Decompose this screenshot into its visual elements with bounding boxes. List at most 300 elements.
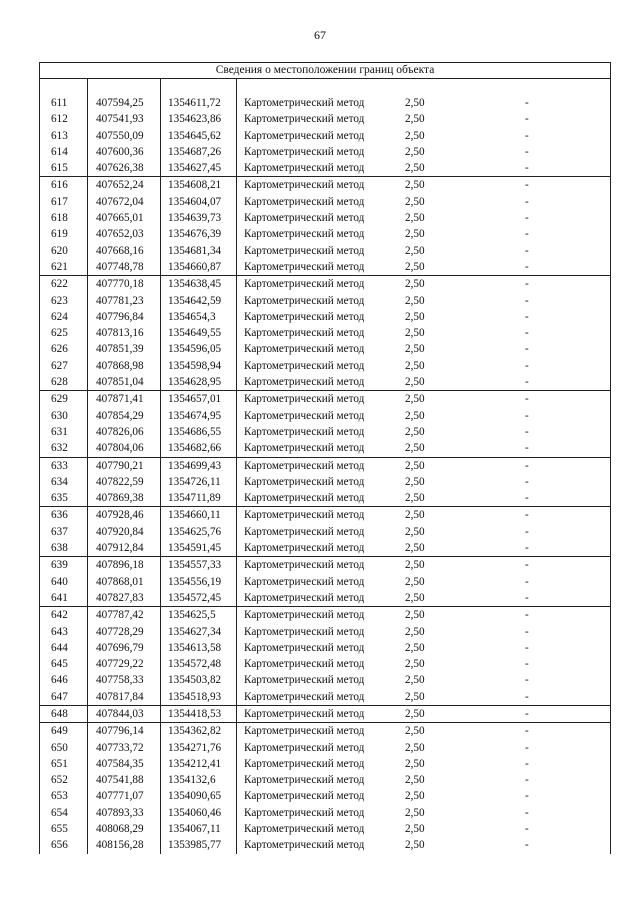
table-row xyxy=(40,689,610,705)
point-number: 614 xyxy=(51,145,68,158)
table-row xyxy=(40,390,610,407)
accuracy-value: 2,50 xyxy=(405,310,425,323)
accuracy-value: 2,50 xyxy=(405,690,425,703)
coordinate-y: 1354726,11 xyxy=(168,475,221,488)
accuracy-value: 2,50 xyxy=(405,212,425,225)
accuracy-value: 2,50 xyxy=(405,343,425,356)
coordinate-y: 1354654,3 xyxy=(168,310,216,323)
point-number: 656 xyxy=(51,839,68,852)
coordinate-y: 1354503,82 xyxy=(168,674,222,687)
table-row xyxy=(40,424,610,440)
accuracy-value: 2,50 xyxy=(405,294,425,307)
coordinate-y: 1354556,19 xyxy=(168,575,222,588)
method: Картометрический метод xyxy=(244,327,365,340)
method: Картометрический метод xyxy=(244,359,365,372)
note: - xyxy=(525,475,529,488)
method: Картометрический метод xyxy=(244,725,365,738)
coordinate-x: 407771,07 xyxy=(96,790,144,803)
table-row xyxy=(40,740,610,756)
point-number: 639 xyxy=(51,559,68,572)
coordinate-y: 1354604,07 xyxy=(168,195,222,208)
note: - xyxy=(525,113,529,126)
accuracy-value: 2,50 xyxy=(405,641,425,654)
table-row xyxy=(40,590,610,606)
accuracy-value: 2,50 xyxy=(405,228,425,241)
coordinate-y: 1354132,6 xyxy=(168,774,216,787)
method: Картометрический метод xyxy=(244,609,365,622)
accuracy-value: 2,50 xyxy=(405,244,425,257)
accuracy-value: 2,50 xyxy=(405,542,425,555)
point-number: 640 xyxy=(51,575,68,588)
coordinate-y: 1354362,82 xyxy=(168,725,222,738)
coordinate-y: 1354627,45 xyxy=(168,162,222,175)
point-number: 642 xyxy=(51,609,68,622)
accuracy-value: 2,50 xyxy=(405,145,425,158)
coordinate-x: 407896,18 xyxy=(96,559,144,572)
method: Картометрический метод xyxy=(244,376,365,389)
note: - xyxy=(525,707,529,720)
point-number: 619 xyxy=(51,228,68,241)
table-row xyxy=(40,640,610,656)
coordinate-x: 407844,03 xyxy=(96,707,144,720)
coordinate-x: 407893,33 xyxy=(96,806,144,819)
table-row xyxy=(40,374,610,390)
point-number: 624 xyxy=(51,310,68,323)
method: Картометрический метод xyxy=(244,674,365,687)
point-number: 611 xyxy=(51,97,68,109)
note: - xyxy=(525,559,529,572)
table-row xyxy=(40,408,610,424)
point-number: 612 xyxy=(51,113,68,126)
table-row xyxy=(40,309,610,325)
coordinate-y: 1354674,95 xyxy=(168,409,222,422)
note: - xyxy=(525,162,529,175)
accuracy-value: 2,50 xyxy=(405,575,425,588)
coordinate-y: 1354418,53 xyxy=(168,707,222,720)
coordinate-x: 407868,98 xyxy=(96,359,144,372)
point-number: 636 xyxy=(51,509,68,522)
note: - xyxy=(525,97,529,109)
point-number: 613 xyxy=(51,129,68,142)
method: Картометрический метод xyxy=(244,839,365,852)
accuracy-value: 2,50 xyxy=(405,790,425,803)
coordinate-x: 407851,04 xyxy=(96,376,144,389)
coordinate-x: 407796,84 xyxy=(96,310,144,323)
coordinate-x: 407728,29 xyxy=(96,625,144,638)
method: Картометрический метод xyxy=(244,591,365,604)
accuracy-value: 2,50 xyxy=(405,409,425,422)
coordinate-y: 1354090,65 xyxy=(168,790,222,803)
note: - xyxy=(525,641,529,654)
note: - xyxy=(525,609,529,622)
method: Картометрический метод xyxy=(244,575,365,588)
coordinate-x: 407550,09 xyxy=(96,129,144,142)
accuracy-value: 2,50 xyxy=(405,806,425,819)
table-row xyxy=(40,160,610,176)
table-row xyxy=(40,176,610,193)
note: - xyxy=(525,179,529,192)
coordinate-y: 1354638,45 xyxy=(168,278,222,291)
accuracy-value: 2,50 xyxy=(405,823,425,836)
accuracy-value: 2,50 xyxy=(405,509,425,522)
point-number: 654 xyxy=(51,806,68,819)
coordinate-x: 407854,29 xyxy=(96,409,144,422)
table-row xyxy=(40,556,610,573)
coordinate-y: 1354271,76 xyxy=(168,741,222,754)
method: Картометрический метод xyxy=(244,492,365,505)
accuracy-value: 2,50 xyxy=(405,725,425,738)
coordinate-y: 1354060,46 xyxy=(168,806,222,819)
method: Картометрический метод xyxy=(244,741,365,754)
table-row xyxy=(40,672,610,688)
note: - xyxy=(525,359,529,372)
accuracy-value: 2,50 xyxy=(405,442,425,455)
table-row xyxy=(40,457,610,474)
method: Картометрический метод xyxy=(244,641,365,654)
coordinate-x: 407787,42 xyxy=(96,609,144,622)
table-row xyxy=(40,226,610,242)
note: - xyxy=(525,260,529,273)
coordinate-x: 407594,25 xyxy=(96,97,144,109)
coordinate-y: 1354557,33 xyxy=(168,559,222,572)
accuracy-value: 2,50 xyxy=(405,425,425,438)
point-number: 634 xyxy=(51,475,68,488)
method: Картометрический метод xyxy=(244,162,365,175)
coordinate-y: 1354613,58 xyxy=(168,641,222,654)
note: - xyxy=(525,525,529,538)
note: - xyxy=(525,376,529,389)
table-row xyxy=(40,128,610,144)
point-number: 623 xyxy=(51,294,68,307)
table-row xyxy=(40,259,610,275)
point-number: 641 xyxy=(51,591,68,604)
accuracy-value: 2,50 xyxy=(405,741,425,754)
note: - xyxy=(525,327,529,340)
accuracy-value: 2,50 xyxy=(405,839,425,852)
accuracy-value: 2,50 xyxy=(405,609,425,622)
method: Картометрический метод xyxy=(244,525,365,538)
coordinate-x: 407871,41 xyxy=(96,393,144,406)
coordinate-y: 1354676,39 xyxy=(168,228,222,241)
point-number: 622 xyxy=(51,278,68,291)
method: Картометрический метод xyxy=(244,97,365,109)
note: - xyxy=(525,129,529,142)
table-row xyxy=(40,341,610,357)
note: - xyxy=(525,690,529,703)
point-number: 649 xyxy=(51,725,68,738)
coordinate-x: 407827,83 xyxy=(96,591,144,604)
table-row xyxy=(40,772,610,788)
coordinate-y: 1354660,11 xyxy=(168,509,221,522)
method: Картометрический метод xyxy=(244,129,365,142)
coordinate-x: 407817,84 xyxy=(96,690,144,703)
method: Картометрический метод xyxy=(244,459,365,472)
table-row xyxy=(40,805,610,821)
accuracy-value: 2,50 xyxy=(405,707,425,720)
coordinate-y: 1354627,34 xyxy=(168,625,222,638)
table-row xyxy=(40,243,610,259)
note: - xyxy=(525,343,529,356)
table-body xyxy=(40,95,610,854)
note: - xyxy=(525,509,529,522)
coordinate-x: 407822,59 xyxy=(96,475,144,488)
coordinate-y: 1354660,87 xyxy=(168,260,222,273)
coordinate-x: 407541,88 xyxy=(96,774,144,787)
table-row xyxy=(40,705,610,722)
accuracy-value: 2,50 xyxy=(405,179,425,192)
coordinate-x: 407729,22 xyxy=(96,658,144,671)
note: - xyxy=(525,542,529,555)
method: Картометрический метод xyxy=(244,228,365,241)
coordinate-x: 407652,24 xyxy=(96,179,144,192)
coordinate-x: 407672,04 xyxy=(96,195,144,208)
table-row xyxy=(40,524,610,540)
accuracy-value: 2,50 xyxy=(405,278,425,291)
coordinate-y: 1354608,21 xyxy=(168,179,222,192)
accuracy-value: 2,50 xyxy=(405,774,425,787)
note: - xyxy=(525,278,529,291)
point-number: 643 xyxy=(51,625,68,638)
method: Картометрический метод xyxy=(244,425,365,438)
method: Картометрический метод xyxy=(244,823,365,836)
note: - xyxy=(525,790,529,803)
method: Картометрический метод xyxy=(244,509,365,522)
note: - xyxy=(525,725,529,738)
method: Картометрический метод xyxy=(244,179,365,192)
table-row xyxy=(40,440,610,456)
coordinate-y: 1354645,62 xyxy=(168,129,222,142)
coordinate-x: 407804,06 xyxy=(96,442,144,455)
method: Картометрический метод xyxy=(244,343,365,356)
accuracy-value: 2,50 xyxy=(405,113,425,126)
point-number: 615 xyxy=(51,162,68,175)
method: Картометрический метод xyxy=(244,757,365,770)
point-number: 633 xyxy=(51,459,68,472)
coordinate-y: 1354699,43 xyxy=(168,459,222,472)
point-number: 648 xyxy=(51,707,68,720)
note: - xyxy=(525,839,529,852)
table-row xyxy=(40,656,610,672)
method: Картометрический метод xyxy=(244,195,365,208)
point-number: 632 xyxy=(51,442,68,455)
table-row xyxy=(40,837,610,853)
note: - xyxy=(525,741,529,754)
coordinate-y: 1354681,34 xyxy=(168,244,222,257)
point-number: 652 xyxy=(51,774,68,787)
accuracy-value: 2,50 xyxy=(405,625,425,638)
page-number: 67 xyxy=(314,28,326,42)
method: Картометрический метод xyxy=(244,409,365,422)
accuracy-value: 2,50 xyxy=(405,162,425,175)
coordinate-y: 1354625,5 xyxy=(168,609,216,622)
method: Картометрический метод xyxy=(244,559,365,572)
method: Картометрический метод xyxy=(244,244,365,257)
table-row xyxy=(40,821,610,837)
table-row xyxy=(40,756,610,772)
note: - xyxy=(525,244,529,257)
note: - xyxy=(525,658,529,671)
note: - xyxy=(525,294,529,307)
note: - xyxy=(525,806,529,819)
table-row xyxy=(40,293,610,309)
accuracy-value: 2,50 xyxy=(405,359,425,372)
point-number: 638 xyxy=(51,542,68,555)
point-number: 650 xyxy=(51,741,68,754)
note: - xyxy=(525,492,529,505)
method: Картометрический метод xyxy=(244,774,365,787)
method: Картометрический метод xyxy=(244,690,365,703)
table-row xyxy=(40,325,610,341)
method: Картометрический метод xyxy=(244,393,365,406)
method: Картометрический метод xyxy=(244,542,365,555)
point-number: 621 xyxy=(51,260,68,273)
table-title: Сведения о местоположении границ объекта xyxy=(40,63,610,79)
accuracy-value: 2,50 xyxy=(405,525,425,538)
table-header-gap xyxy=(40,79,610,95)
method: Картометрический метод xyxy=(244,658,365,671)
coordinate-x: 407869,38 xyxy=(96,492,144,505)
accuracy-value: 2,50 xyxy=(405,129,425,142)
table-row xyxy=(40,95,610,111)
table-row xyxy=(40,210,610,226)
coordinate-y: 1353985,77 xyxy=(168,839,222,852)
coordinate-x: 407781,23 xyxy=(96,294,144,307)
point-number: 630 xyxy=(51,409,68,422)
note: - xyxy=(525,459,529,472)
note: - xyxy=(525,145,529,158)
table-row xyxy=(40,506,610,523)
coordinate-x: 407868,01 xyxy=(96,575,144,588)
accuracy-value: 2,50 xyxy=(405,475,425,488)
accuracy-value: 2,50 xyxy=(405,393,425,406)
accuracy-value: 2,50 xyxy=(405,674,425,687)
accuracy-value: 2,50 xyxy=(405,559,425,572)
note: - xyxy=(525,575,529,588)
coordinate-x: 407912,84 xyxy=(96,542,144,555)
point-number: 655 xyxy=(51,823,68,836)
coordinate-y: 1354642,59 xyxy=(168,294,222,307)
coordinate-x: 407813,16 xyxy=(96,327,144,340)
note: - xyxy=(525,591,529,604)
point-number: 620 xyxy=(51,244,68,257)
coordinate-x: 408068,29 xyxy=(96,823,144,836)
table-row xyxy=(40,722,610,739)
method: Картометрический метод xyxy=(244,278,365,291)
table-row xyxy=(40,788,610,804)
method: Картометрический метод xyxy=(244,294,365,307)
note: - xyxy=(525,425,529,438)
coordinate-x: 407733,72 xyxy=(96,741,144,754)
point-number: 651 xyxy=(51,757,68,770)
coordinate-x: 407652,03 xyxy=(96,228,144,241)
point-number: 618 xyxy=(51,212,68,225)
coordinate-y: 1354649,55 xyxy=(168,327,222,340)
coordinate-x: 407790,21 xyxy=(96,459,144,472)
coordinate-y: 1354572,48 xyxy=(168,658,222,671)
table-row xyxy=(40,624,610,640)
point-number: 653 xyxy=(51,790,68,803)
point-number: 617 xyxy=(51,195,68,208)
coordinate-x: 407928,46 xyxy=(96,509,144,522)
point-number: 635 xyxy=(51,492,68,505)
table-row xyxy=(40,194,610,210)
coordinate-y: 1354682,66 xyxy=(168,442,222,455)
method: Картометрический метод xyxy=(244,113,365,126)
note: - xyxy=(525,823,529,836)
point-number: 646 xyxy=(51,674,68,687)
method: Картометрический метод xyxy=(244,260,365,273)
coordinate-y: 1354623,86 xyxy=(168,113,222,126)
accuracy-value: 2,50 xyxy=(405,492,425,505)
coordinate-y: 1354639,73 xyxy=(168,212,222,225)
note: - xyxy=(525,212,529,225)
coordinate-y: 1354572,45 xyxy=(168,591,222,604)
note: - xyxy=(525,757,529,770)
accuracy-value: 2,50 xyxy=(405,260,425,273)
accuracy-value: 2,50 xyxy=(405,376,425,389)
coordinate-y: 1354596,05 xyxy=(168,343,222,356)
table-row xyxy=(40,490,610,506)
coordinate-x: 407665,01 xyxy=(96,212,144,225)
point-number: 645 xyxy=(51,658,68,671)
point-number: 627 xyxy=(51,359,68,372)
accuracy-value: 2,50 xyxy=(405,327,425,340)
coordinate-y: 1354625,76 xyxy=(168,525,222,538)
table-row xyxy=(40,474,610,490)
point-number: 628 xyxy=(51,376,68,389)
note: - xyxy=(525,774,529,787)
coordinate-y: 1354657,01 xyxy=(168,393,222,406)
accuracy-value: 2,50 xyxy=(405,459,425,472)
boundary-coordinates-table xyxy=(39,62,611,854)
table-row xyxy=(40,144,610,160)
table-row xyxy=(40,111,610,127)
coordinate-x: 407748,78 xyxy=(96,260,144,273)
method: Картометрический метод xyxy=(244,707,365,720)
note: - xyxy=(525,228,529,241)
table-row xyxy=(40,574,610,590)
note: - xyxy=(525,674,529,687)
method: Картометрический метод xyxy=(244,806,365,819)
point-number: 629 xyxy=(51,393,68,406)
coordinate-x: 407851,39 xyxy=(96,343,144,356)
point-number: 647 xyxy=(51,690,68,703)
coordinate-y: 1354711,89 xyxy=(168,492,221,505)
point-number: 644 xyxy=(51,641,68,654)
method: Картометрический метод xyxy=(244,625,365,638)
coordinate-x: 407758,33 xyxy=(96,674,144,687)
method: Картометрический метод xyxy=(244,790,365,803)
point-number: 625 xyxy=(51,327,68,340)
point-number: 631 xyxy=(51,425,68,438)
coordinate-y: 1354591,45 xyxy=(168,542,222,555)
accuracy-value: 2,50 xyxy=(405,757,425,770)
note: - xyxy=(525,195,529,208)
method: Картометрический метод xyxy=(244,145,365,158)
coordinate-x: 408156,28 xyxy=(96,839,144,852)
table-row xyxy=(40,275,610,292)
accuracy-value: 2,50 xyxy=(405,658,425,671)
method: Картометрический метод xyxy=(244,475,365,488)
method: Картометрический метод xyxy=(244,310,365,323)
accuracy-value: 2,50 xyxy=(405,195,425,208)
coordinate-x: 407770,18 xyxy=(96,278,144,291)
point-number: 626 xyxy=(51,343,68,356)
coordinate-y: 1354067,11 xyxy=(168,823,221,836)
note: - xyxy=(525,409,529,422)
accuracy-value: 2,50 xyxy=(405,591,425,604)
coordinate-x: 407920,84 xyxy=(96,525,144,538)
